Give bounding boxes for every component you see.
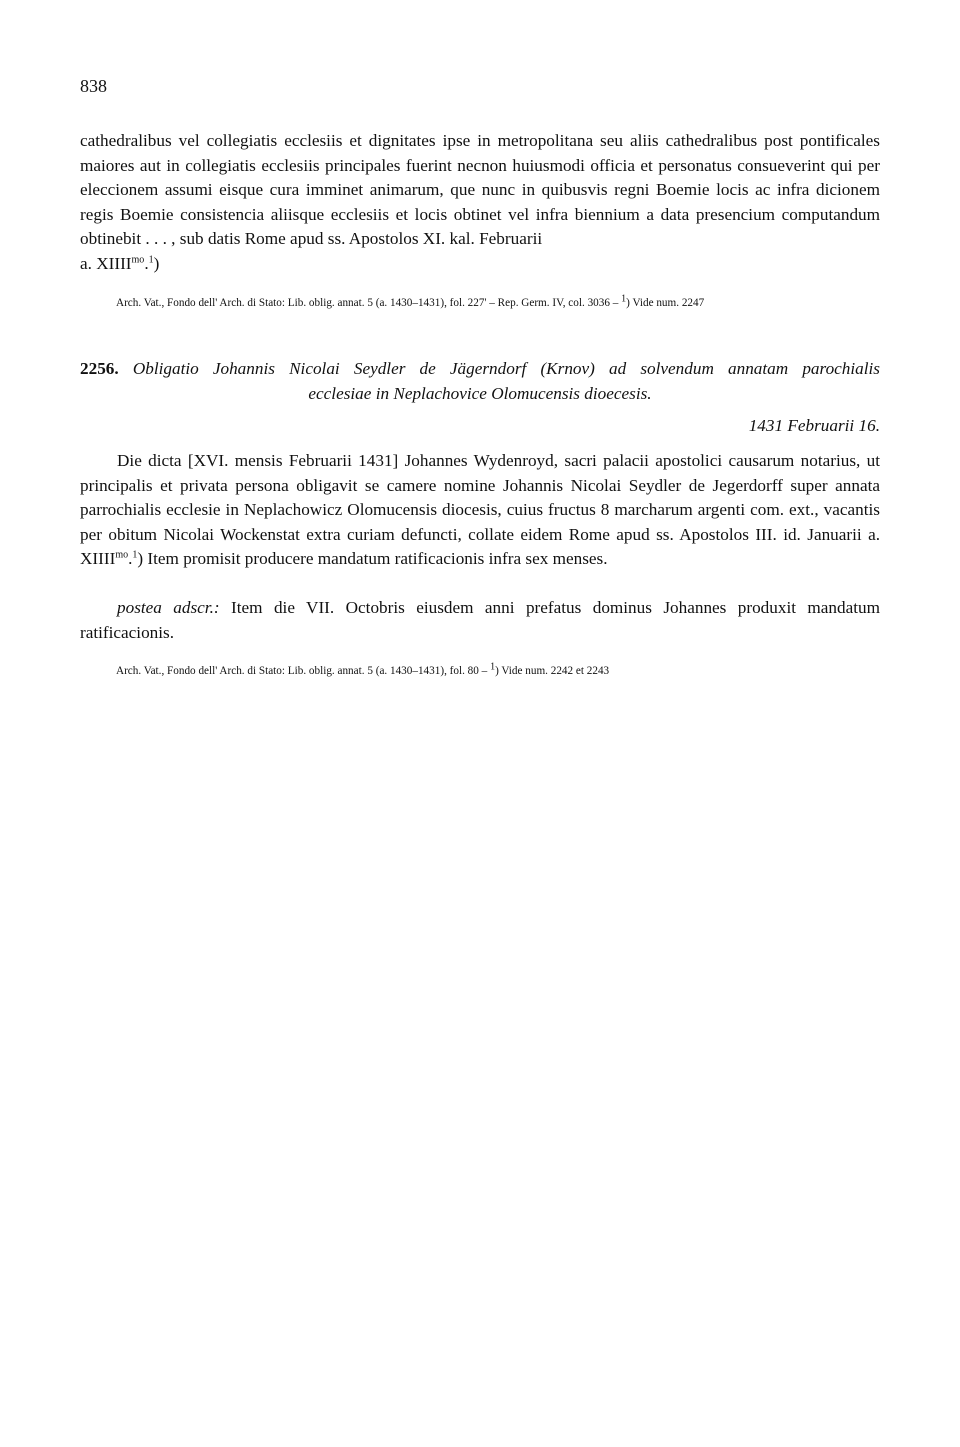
source-note: Arch. Vat., Fondo dell' Arch. di Stato: Lib. oblig. annat. 5 (a. 1430–1431), fol. 227' – Rep. Germ. IV, col. 3036 – $^1$) Vide num. 2247 <box>116 293 705 309</box>
entry-title-line-1: 2256. Obligatio Johannis Nicolai Seydler de Jägerndorf (Krnov) ad solvendum annatam parochialis <box>80 359 881 378</box>
entry-paragraph: Die dicta [XVI. mensis Februarii 1431] Johannes Wydenroyd, sacri palacii apostolici causarum notarius, ut principalis et privata persona obligavit se camere nomine Johannis Nicolai Seydler de Jegerdorff super annata parrochialis ecclesie in Neplachowicz Olomucensis diocesis, cuius fructus 8 marcharum argenti com. ext., vacantis per obitum Nicolai Wockenstat extra curiam defuncti, collate eidem Rome apud ss. Apostolos III. id. Januarii a. $XIIII^{mo}.^1$) Item promisit producere mandatum ratificacionis infra sex menses. <box>80 451 880 568</box>
entry-heading <box>80 357 880 439</box>
paragraph-last-line: a. $XIIII^{mo}.^1$) <box>80 253 160 273</box>
footnote-marker: 1 <box>148 253 154 265</box>
paragraph-continuation <box>80 129 880 276</box>
entry-title-line-2: ecclesiae in Neplachovice Olomucensis dioecesis. <box>308 383 652 403</box>
entry-number: 2256. <box>80 359 119 378</box>
source-note: Arch. Vat., Fondo dell' Arch. di Stato: Lib. oblig. annat. 5 (a. 1430–1431), fol. 80 – $^1$) Vide num. 2242 et 2243 <box>116 661 610 677</box>
entry-date: 1431 Februarii 16. <box>748 416 880 435</box>
paragraph-text: cathedralibus vel collegiatis ecclesiis et dignitates ipse in metropolitana seu aliis cathedralibus post pontificales maiores aut in collegiatis ecclesiis principales fuerint necnon huiusmodi officia et personatus consueverint qui per eleccionem assumi eisque cura imminet animarum, que nunc in quibusvis regni Boemie locis ac infra dicionem regis Boemie consistencia aliisque ecclesiis et locis obtinet vel infra biennium a data presencium computandum obtinebit . . . , sub datis Rome apud ss. Apostolos XI. kal. Februarii <box>80 131 880 248</box>
footnote-marker: 1 <box>132 549 138 561</box>
later-addition: postea adscr.: Item die VII. Octobris eiusdem anni prefatus dominus Johannes produxit mandatum ratificacionis. <box>80 598 880 642</box>
page-number: 838 <box>80 76 107 96</box>
addition-label: postea adscr.: <box>117 598 220 617</box>
entry-body <box>80 449 880 572</box>
